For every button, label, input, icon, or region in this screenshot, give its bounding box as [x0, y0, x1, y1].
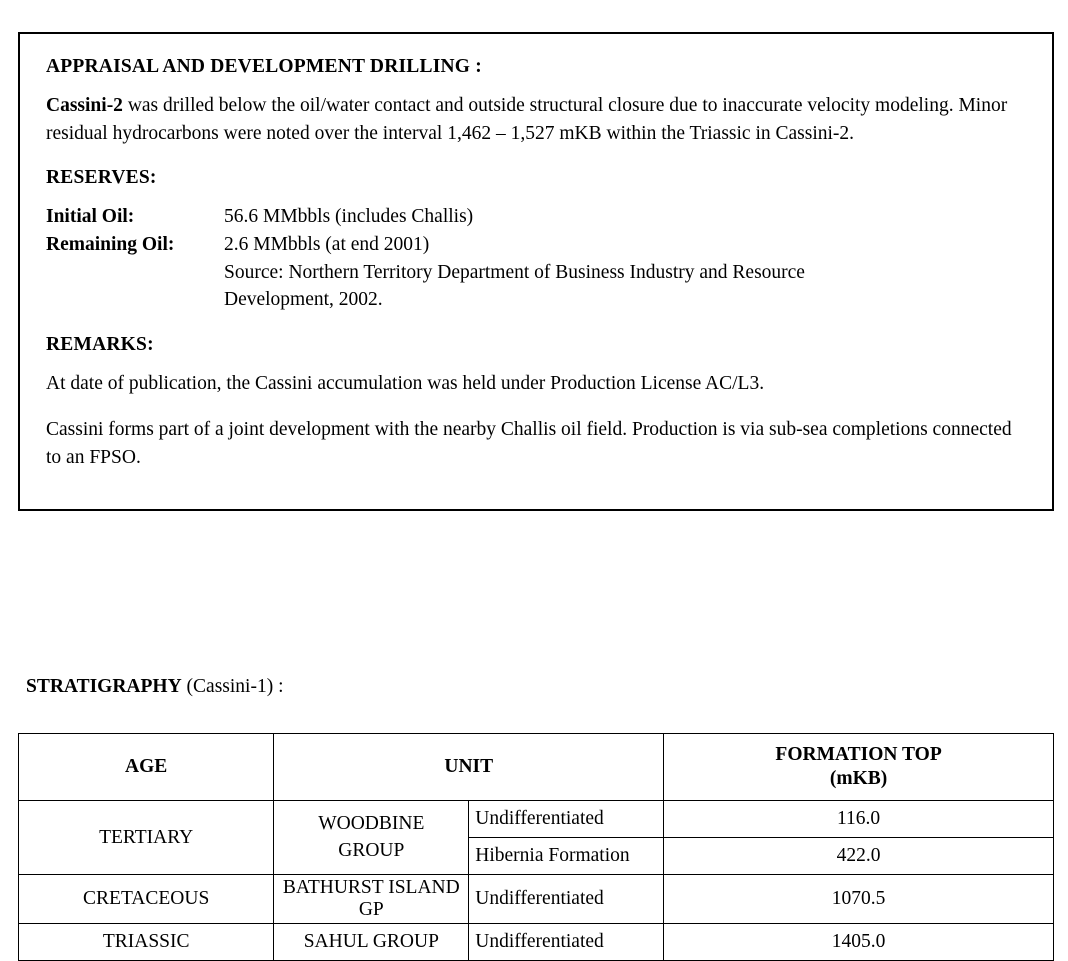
cell-unit-woodbine-group	[274, 801, 469, 875]
cell-subunit-undifferentiated: Undifferentiated	[469, 924, 664, 961]
reserves-source-line-1: Source: Northern Territory Department of Business Industry and Resource	[224, 261, 805, 283]
reserves-label-remaining-oil: Remaining Oil:	[46, 234, 175, 256]
remarks-block	[46, 370, 1026, 471]
appraisal-info-box	[18, 32, 1054, 511]
stratigraphy-title-bold: STRATIGRAPHY	[26, 676, 182, 697]
remark-paragraph-2: Cassini forms part of a joint development with the nearby Challis oil field. Production is via sub-sea completions connected to an FPSO.	[46, 418, 1012, 468]
cell-age-cretaceous: CRETACEOUS	[19, 875, 274, 924]
reserves-row	[46, 231, 1026, 259]
stratigraphy-title	[26, 676, 284, 698]
reserves-row	[46, 203, 1026, 231]
cell-formation-top: 1070.5	[664, 875, 1054, 924]
reserves-value-initial-oil: 56.6 MMbbls (includes Challis)	[224, 206, 474, 228]
cell-unit-sahul-group: SAHUL GROUP	[274, 924, 469, 961]
reserves-value-remaining-oil: 2.6 MMbbls (at end 2001)	[224, 234, 430, 256]
appraisal-paragraph-text: was drilled below the oil/water contact and outside structural closure due to inaccurate velocity modeling. Minor residual hydrocarbons were noted over the interval 1,462 – 1,527 mKB within the Triassic in Cassini-2.	[46, 95, 1008, 144]
stratigraphy-title-rest: (Cassini-1) :	[181, 676, 284, 697]
appraisal-well-name: Cassini-2	[46, 95, 123, 116]
column-header-unit: UNIT	[274, 734, 664, 801]
cell-formation-top: 422.0	[664, 838, 1054, 875]
table-header-row	[19, 734, 1054, 801]
table-row	[19, 875, 1054, 924]
cell-subunit-undifferentiated: Undifferentiated	[469, 801, 664, 838]
column-header-formation-top-line1: FORMATION TOP	[775, 743, 942, 765]
table-row	[19, 801, 1054, 838]
column-header-formation-top-line2: (mKB)	[829, 768, 888, 789]
appraisal-paragraph	[46, 92, 1026, 147]
cell-unit-line1: WOODBINE	[318, 813, 425, 835]
cell-age-tertiary: TERTIARY	[19, 801, 274, 875]
heading-reserves: RESERVES:	[46, 167, 157, 189]
table-row	[19, 924, 1054, 961]
cell-formation-top: 116.0	[664, 801, 1054, 838]
heading-remarks: REMARKS:	[46, 334, 154, 356]
column-header-age: AGE	[19, 734, 274, 801]
cell-unit-line2: GROUP	[338, 839, 405, 861]
reserves-source-line-2: Development, 2002.	[224, 289, 383, 311]
cell-subunit-undifferentiated: Undifferentiated	[469, 875, 664, 924]
remark-paragraph-1: At date of publication, the Cassini accumulation was held under Production License AC/L3.	[46, 373, 765, 395]
stratigraphy-table	[18, 733, 1054, 961]
cell-age-triassic: TRIASSIC	[19, 924, 274, 961]
reserves-label-initial-oil: Initial Oil:	[46, 206, 135, 228]
heading-appraisal-and-development-drilling: APPRAISAL AND DEVELOPMENT DRILLING :	[46, 56, 482, 77]
cell-unit-bathurst-island-gp: BATHURST ISLAND GP	[274, 875, 469, 924]
cell-subunit-hibernia-formation: Hibernia Formation	[469, 838, 664, 875]
column-header-formation-top	[664, 734, 1054, 801]
stratigraphy-table-wrapper	[18, 733, 1054, 961]
reserves-block	[46, 203, 1026, 314]
cell-formation-top: 1405.0	[664, 924, 1054, 961]
